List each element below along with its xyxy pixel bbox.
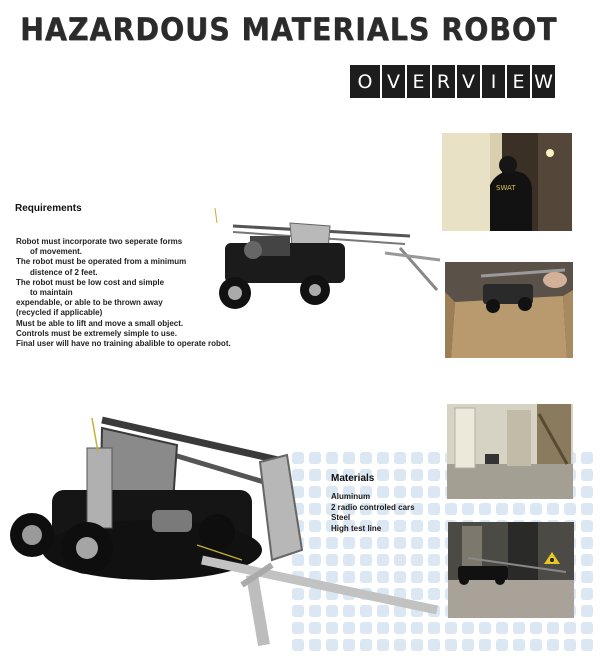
requirement-line: The robot must be operated from a minimum	[16, 257, 187, 267]
material-item: Aluminum	[331, 492, 371, 501]
overview-letter-tile: V	[457, 65, 480, 98]
overview-letter-tile: W	[532, 65, 555, 98]
requirements-list	[16, 237, 266, 349]
materials-heading: Materials	[331, 473, 375, 484]
material-item: 2 radio controled cars	[331, 502, 415, 512]
requirement-line: expendable, or able to be thrown away	[16, 298, 163, 308]
requirement-line: distence of 2 feet.	[30, 267, 98, 277]
overview-letter-tile: I	[482, 65, 505, 98]
swat-label: SWAT	[496, 184, 516, 192]
material-item: Steel	[331, 513, 351, 522]
overview-letter-tile: E	[507, 65, 530, 98]
requirement-line: Controls must be extremely simple to use.	[16, 328, 177, 338]
requirements-heading: Requirements	[15, 203, 82, 214]
requirement-line: Robot must incorporate two seperate forms	[16, 237, 183, 246]
overview-letter-tile: O	[350, 65, 380, 98]
requirement-line: Final user will have no training abalible to operate robot.	[16, 339, 231, 349]
swat-officer-photo	[442, 133, 572, 231]
page-title: HAZARDOUS MATERIALS ROBOT	[20, 12, 558, 48]
hallway-photo	[447, 404, 573, 499]
overview-letter-tile: E	[407, 65, 430, 98]
requirement-line: (recycled if applicable)	[16, 308, 103, 318]
material-item: High test line	[331, 523, 382, 533]
robot-hallway-photo	[448, 522, 574, 618]
overview-letter-tile: V	[382, 65, 405, 98]
overview-banner	[350, 65, 555, 98]
requirement-line: The robot must be low cost and simple	[16, 277, 165, 287]
requirement-line: to maintain	[30, 288, 73, 298]
robot-box-photo	[445, 262, 573, 358]
materials-list	[331, 492, 415, 534]
requirement-line: Must be able to lift and move a small object.	[16, 318, 184, 328]
overview-letter-tile: R	[432, 65, 455, 98]
requirement-line: of movement.	[30, 247, 83, 257]
